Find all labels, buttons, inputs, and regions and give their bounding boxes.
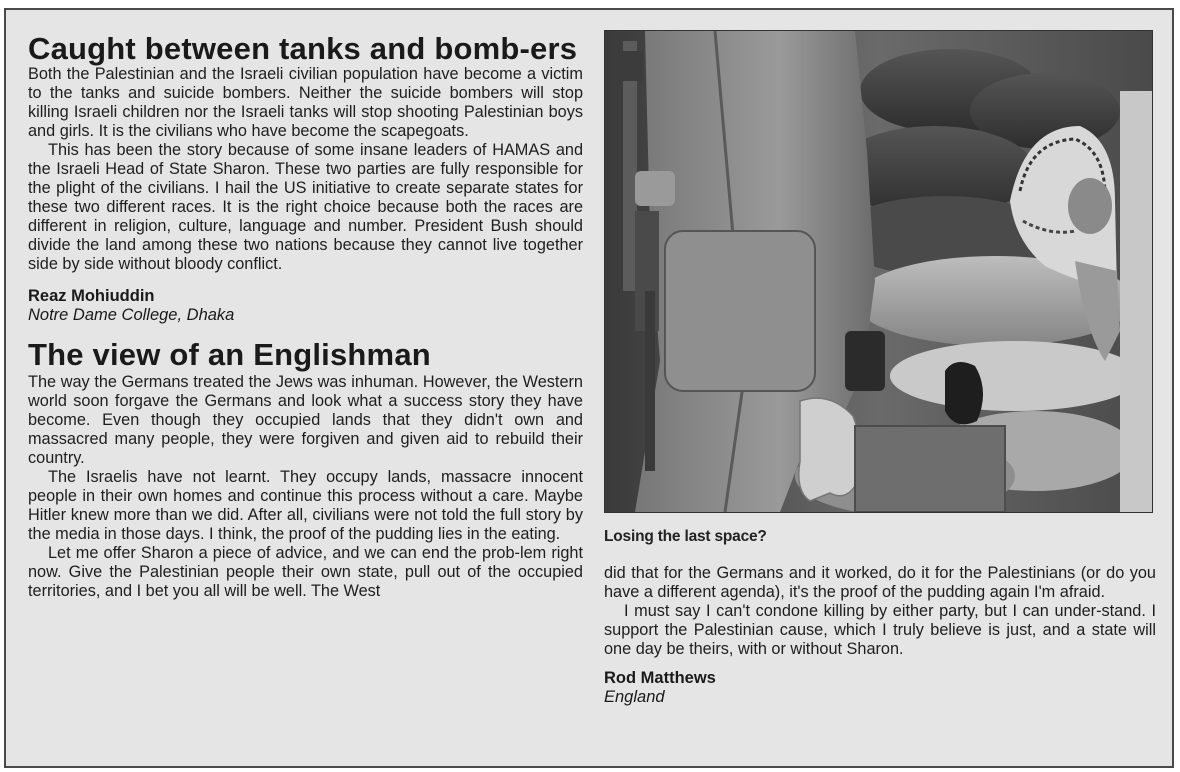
letter1-paragraph-2: This has been the story because of some insane leaders of HAMAS and the Israeli Head of State Sharon. These two parties are fully responsible for the plight of the civilians. I hail the US initiative to create separate states for these two different races. It is the right choice because both the races are different in religion, culture, language and number. President Bush should divide the land among these two nations because they cannot live together side by side without bloody conflict. (28, 141, 583, 273)
newspaper-page (4, 8, 1174, 768)
photo-soldier-sandbags (605, 31, 1152, 512)
letter1-body (28, 65, 583, 274)
letter1-author: Reaz Mohiuddin (28, 287, 155, 305)
right-column (604, 30, 1156, 707)
photo-caption: Losing the last space? (604, 528, 767, 545)
letter2-paragraph-3: Let me offer Sharon a piece of advice, and we can end the prob-lem right now. Give the Palestinian people their own state, pull out of the occupied territories, and I bet you all will be well. The West (28, 544, 583, 600)
letter2-paragraph-5: I must say I can't condone killing by either party, but I can under-stand. I support the Palestinian cause, which I truly believe is just, and a state will one day be theirs, with or without Sharon. (604, 602, 1156, 658)
letter2-paragraph-2: The Israelis have not learnt. They occupy lands, massacre innocent people in their own homes and continue this process without a care. Maybe Hitler knew more than we did. After all, civilians were not told the full story by the media in those days. I think, the proof of the pudding lies in the eating. (28, 468, 583, 543)
letter1-affiliation: Notre Dame College, Dhaka (28, 306, 235, 324)
letter1-headline: Caught between tanks and bomb-ers (28, 31, 578, 66)
letter2-paragraph-1: The way the Germans treated the Jews was inhuman. However, the Western world soon forgave the Germans and look what a success story they have become. Even though they occupied lands that they didn't own and massacred many people, they were forgiven and given aid to rebuild their country. (28, 373, 583, 467)
letter2-body-left (28, 373, 583, 601)
letter2-headline: The view of an Englishman (28, 337, 431, 372)
left-column (28, 32, 583, 601)
letter1-paragraph-1: Both the Palestinian and the Israeli civilian population have become a victim to the tanks and suicide bombers. Neither the suicide bombers will stop killing Israeli children nor the Israeli tanks will stop shooting Palestinian boys and girls. It is the civilians who have become the scapegoats. (28, 65, 583, 140)
news-photo (604, 30, 1153, 513)
letter2-paragraph-4: did that for the Germans and it worked, do it for the Palestinians (or do you have a different agenda), it's the proof of the pudding again I'm afraid. (604, 564, 1156, 601)
letter2-affiliation: England (604, 688, 665, 706)
letter2-body-right (604, 564, 1156, 659)
letter2-author: Rod Matthews (604, 669, 716, 687)
